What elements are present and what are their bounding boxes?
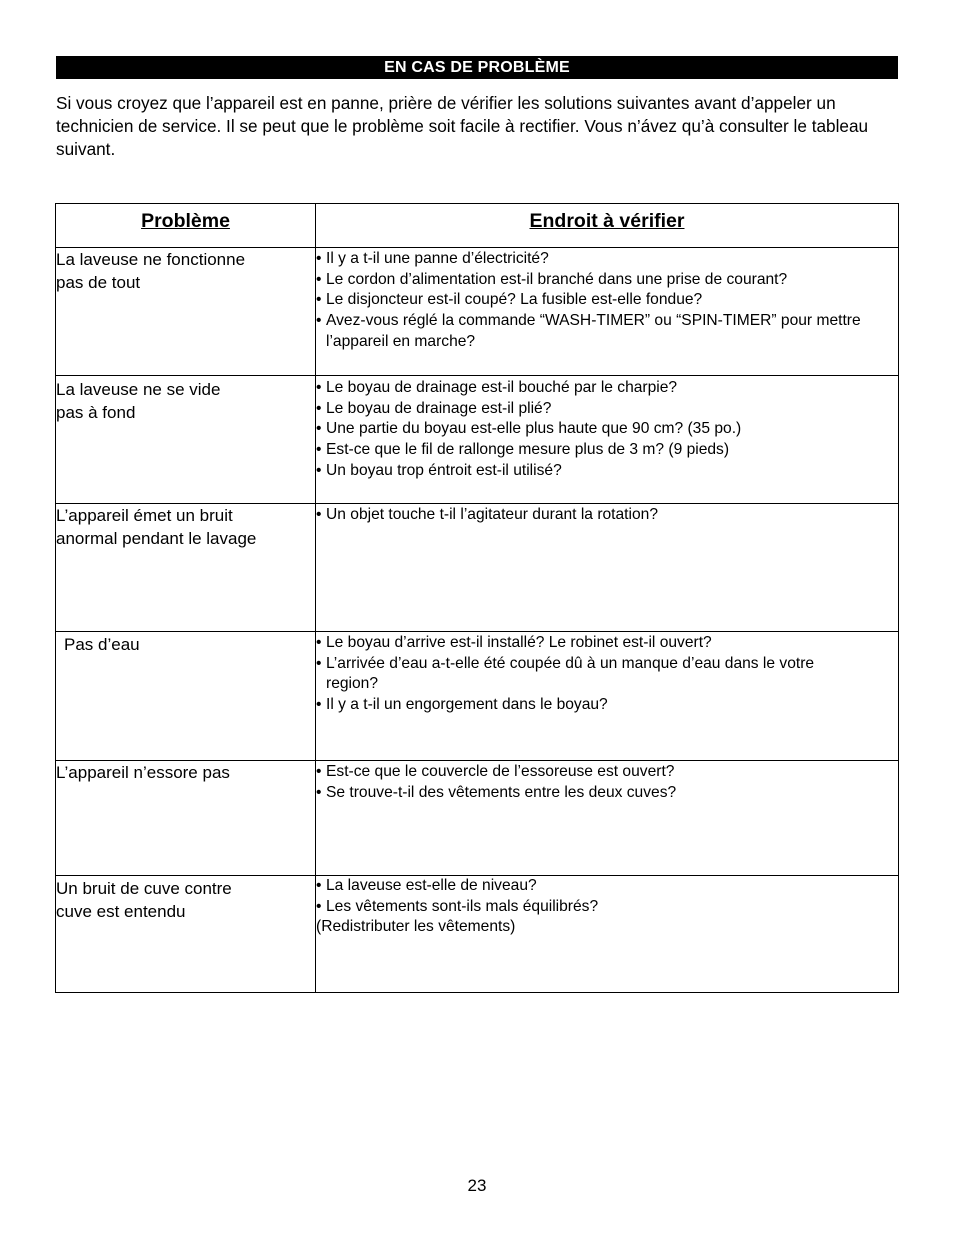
table-row: [56, 632, 899, 761]
problem-text: L’appareil n’essore pas: [56, 763, 230, 782]
problem-text: L’appareil émet un bruit anormal pendant le lavage: [56, 506, 257, 548]
troubleshooting-table: [55, 203, 899, 993]
list-item: • Le cordon d’alimentation est-il branché dans une prise de courant?: [316, 270, 788, 288]
list-item: • L’arrivée d’eau a-t-elle été coupée dû à un manque d’eau dans le votre region?: [316, 654, 815, 693]
check-cell: [316, 504, 899, 632]
list-item: • Les vêtements sont-ils mals équilibrés?: [316, 897, 599, 915]
problem-text: La laveuse ne se vide pas à fond: [56, 380, 221, 422]
intro-paragraph: Si vous croyez que l’appareil est en panne, prière de vérifier les solutions suivantes avant d’appeler un technicien de service. Il se peut que le problème soit facile à rectifier. Vous n’ávez qu’à consulter le tableau suivant.: [56, 93, 869, 159]
header-check: Endroit à vérifier: [316, 204, 899, 248]
section-title: EN CAS DE PROBLÈME: [384, 59, 570, 76]
check-list: [316, 378, 898, 482]
section-title-bar: [56, 56, 898, 79]
list-item: • Il y a t-il un engorgement dans le boyau?: [316, 696, 608, 714]
list-item: • Est-ce que le fil de rallonge mesure plus de 3 m? (9 pieds): [316, 441, 730, 459]
problem-text: La laveuse ne fonctionne pas de tout: [56, 250, 246, 292]
check-cell: [316, 761, 899, 876]
table-row: [56, 761, 899, 876]
table-header-row: [56, 204, 899, 248]
problem-cell: [56, 376, 316, 504]
check-note: (Redistributer les vêtements): [316, 918, 516, 936]
check-cell: [316, 876, 899, 993]
table-row: [56, 376, 899, 504]
list-item: • Il y a t-il une panne d’électricité?: [316, 250, 549, 267]
problem-cell: [56, 876, 316, 993]
check-list: [316, 249, 898, 353]
list-item: • Le boyau de drainage est-il plié?: [316, 399, 552, 417]
check-list: [316, 633, 816, 716]
check-list: [316, 505, 898, 526]
table-row: [56, 876, 899, 993]
list-item: • Le boyau de drainage est-il bouché par le charpie?: [316, 379, 678, 396]
page-number: 23: [467, 1176, 487, 1195]
list-item: • Se trouve-t-il des vêtements entre les deux cuves?: [316, 783, 677, 801]
check-list: [316, 876, 898, 917]
list-item: • Avez-vous réglé la commande “WASH-TIMER” ou “SPIN-TIMER” pour mettre l’appareil en marche?: [316, 312, 861, 350]
header-problem: Problème: [56, 204, 316, 248]
check-cell: [316, 248, 899, 376]
list-item: • Le disjoncteur est-il coupé? La fusible est-elle fondue?: [316, 291, 703, 309]
problem-cell: [56, 248, 316, 376]
problem-cell: [56, 504, 316, 632]
table-row: [56, 504, 899, 632]
table-row: [56, 248, 899, 376]
problem-text: Pas d’eau: [64, 635, 140, 654]
list-item: • La laveuse est-elle de niveau?: [316, 877, 537, 894]
list-item: • Est-ce que le couvercle de l’essoreuse est ouvert?: [316, 763, 675, 780]
check-cell: [316, 376, 899, 504]
list-item: • Le boyau d’arrive est-il installé? Le robinet est-il ouvert?: [316, 634, 712, 651]
problem-text: Un bruit de cuve contre cuve est entendu: [56, 879, 232, 921]
list-item: • Un boyau trop éntroit est-il utilisé?: [316, 461, 562, 479]
list-item: • Un objet touche t-il l’agitateur durant la rotation?: [316, 506, 658, 523]
problem-cell: [56, 632, 316, 761]
check-cell: [316, 632, 899, 761]
problem-cell: [56, 761, 316, 876]
list-item: • Une partie du boyau est-elle plus haute que 90 cm? (35 po.): [316, 420, 742, 438]
check-list: [316, 762, 898, 803]
